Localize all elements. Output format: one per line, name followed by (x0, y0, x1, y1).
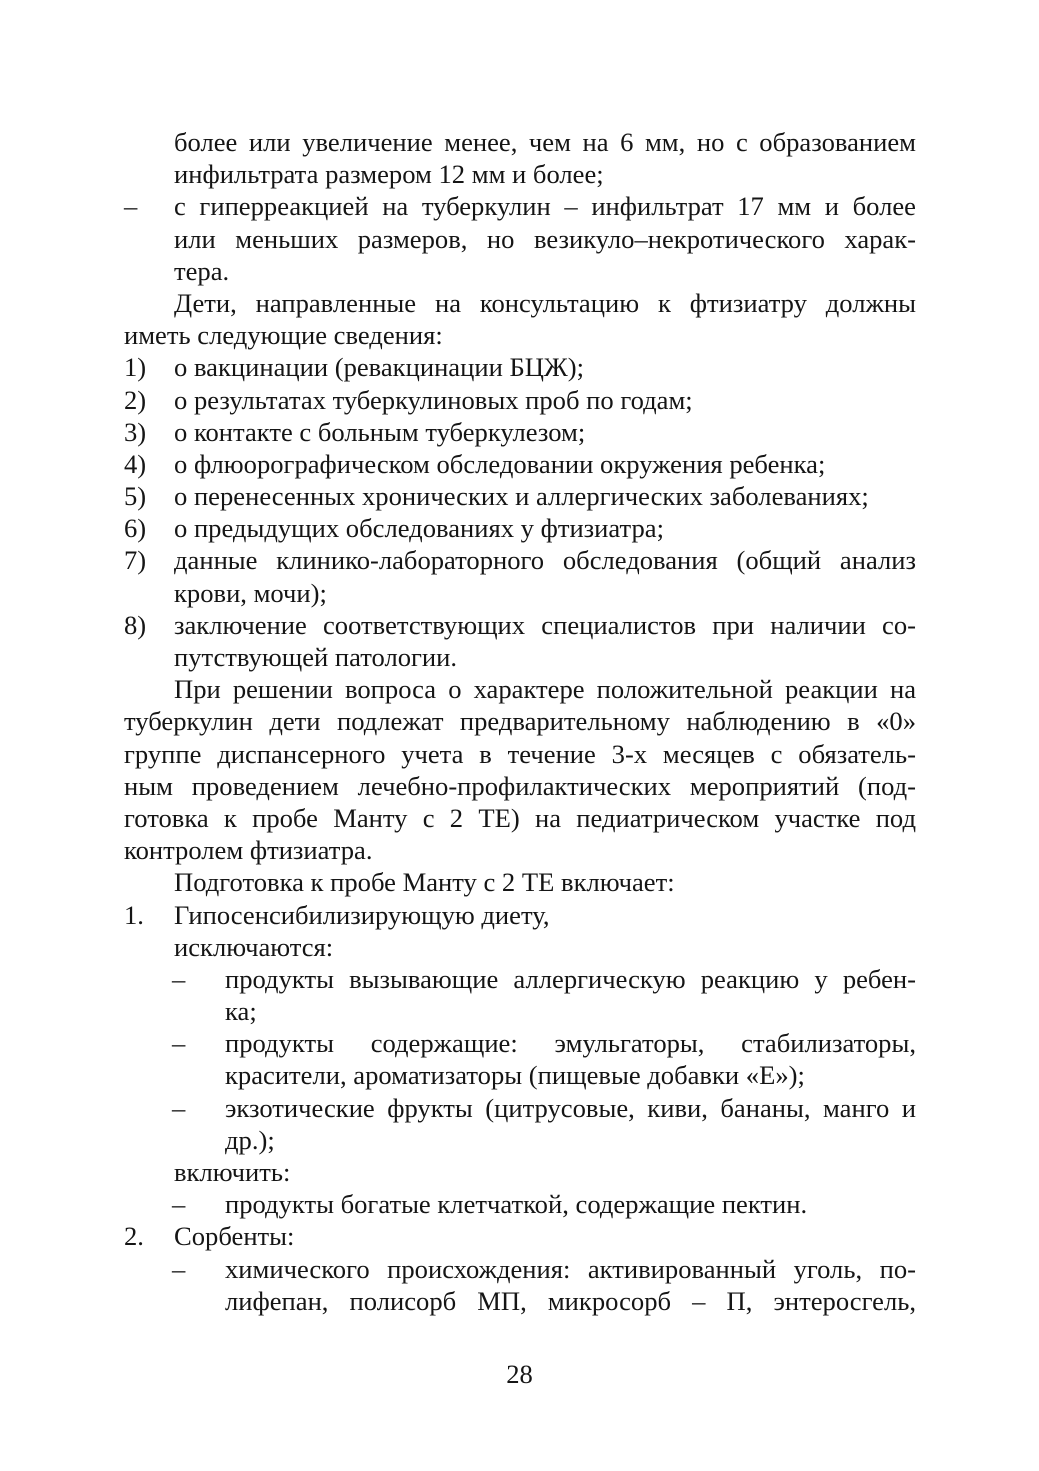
list-item (124, 963, 916, 995)
text-line: группе диспансерного учета в течение 3-х месяцев с обязатель- (124, 738, 916, 769)
text-line: ка; (225, 996, 257, 1027)
list-item-text: о предыдущих обследованиях у фтизиатра; (174, 513, 664, 544)
list-item (124, 1027, 916, 1059)
text-line: крови, мочи); (174, 577, 327, 608)
list-marker: 3) (124, 416, 147, 447)
list-marker: 2. (124, 1221, 144, 1252)
list-marker: 4) (124, 448, 147, 479)
paragraph-first-line: Дети, направленные на консультацию к фтизиатру должны (174, 287, 916, 318)
list-item-text: заключение соответствующих специалистов при наличии со- (174, 609, 916, 640)
list-item-text: о контакте с больным туберкулезом; (174, 416, 586, 447)
list-item-text: Гипосенсибилизирующую диету, (174, 899, 550, 930)
text-line: др.); (225, 1124, 275, 1155)
text-line: инфильтрата размером 12 мм и более; (174, 159, 604, 190)
list-item-text: о результатах туберкулиновых проб по годам; (174, 384, 693, 415)
list-item (124, 609, 916, 641)
list-item-text: экзотические фрукты (цитрусовые, киви, бананы, манго и (225, 1092, 916, 1123)
text-line: лифепан, полисорб МП, микросорб – П, энтеросгель, (225, 1285, 916, 1316)
text-line: тера. (174, 255, 230, 286)
text-line: или меньших размеров, но везикуло–некротического харак- (174, 223, 916, 254)
list-marker: – (172, 1189, 186, 1220)
list-marker: – (172, 1092, 186, 1123)
list-item (124, 512, 916, 544)
list-item-text: данные клинико-лабораторного обследования (общий анализ (174, 545, 916, 576)
text-line: туберкулин дети подлежат предварительному наблюдению в «0» (124, 706, 916, 737)
list-item-text: химического происхождения: активированный уголь, по- (225, 1253, 916, 1284)
list-item (124, 351, 916, 383)
list-item-text: продукты богатые клетчаткой, содержащие пектин. (225, 1189, 808, 1220)
paragraph-first-line: При решении вопроса о характере положительной реакции на (174, 674, 916, 705)
list-marker: 1) (124, 352, 147, 383)
text-line: включить: (174, 1157, 291, 1187)
list-marker: – (124, 191, 138, 222)
list-item (124, 1188, 916, 1220)
text-line: контролем фтизиатра. (124, 835, 373, 866)
text-line: иметь следующие сведения: (124, 320, 443, 351)
page-number: 28 (506, 1359, 533, 1389)
list-marker: – (172, 963, 186, 994)
list-item (124, 1092, 916, 1124)
list-item (124, 448, 916, 480)
text-line: более или увеличение менее, чем на 6 мм, но с образованием (174, 127, 916, 157)
text-line: красители, ароматизаторы (пищевые добавки «Е»); (225, 1060, 805, 1091)
list-item (124, 480, 916, 512)
text-line: путствующей патологии. (174, 642, 458, 672)
list-marker: 5) (124, 481, 147, 512)
list-marker: 7) (124, 545, 147, 576)
list-item-text: с гиперреакцией на туберкулин – инфильтрат 17 мм и более (174, 191, 916, 222)
text-body (124, 126, 916, 1317)
list-item (124, 1253, 916, 1285)
text-line: исключаются: (174, 931, 334, 962)
list-item (124, 190, 916, 222)
text-line: готовка к пробе Манту с 2 ТЕ) на педиатрическом участке под (124, 802, 916, 833)
list-marker: 6) (124, 513, 147, 544)
list-marker: – (172, 1253, 186, 1284)
list-item-text: о перенесенных хронических и аллергических заболеваниях; (174, 481, 869, 512)
list-item-text: Сорбенты: (174, 1221, 295, 1252)
list-item (124, 384, 916, 416)
text-line: ным проведением лечебно-профилактических мероприятий (под- (124, 770, 916, 801)
list-marker: 8) (124, 609, 147, 640)
list-item (124, 544, 916, 576)
list-item (124, 1220, 916, 1252)
list-marker: 1. (124, 899, 144, 930)
list-item-text: продукты вызывающие аллергическую реакцию у ребен- (225, 963, 916, 994)
paragraph-first-line: Подготовка к пробе Манту с 2 ТЕ включает: (174, 867, 675, 898)
list-item-text: о флюорографическом обследовании окружения ребенка; (174, 448, 826, 479)
list-marker: – (172, 1028, 186, 1059)
list-item-text: о вакцинации (ревакцинации БЦЖ); (174, 352, 584, 383)
list-item (124, 416, 916, 448)
list-item (124, 899, 916, 931)
list-item-text: продукты содержащие: эмульгаторы, стабилизаторы, (225, 1028, 916, 1059)
list-marker: 2) (124, 384, 147, 415)
